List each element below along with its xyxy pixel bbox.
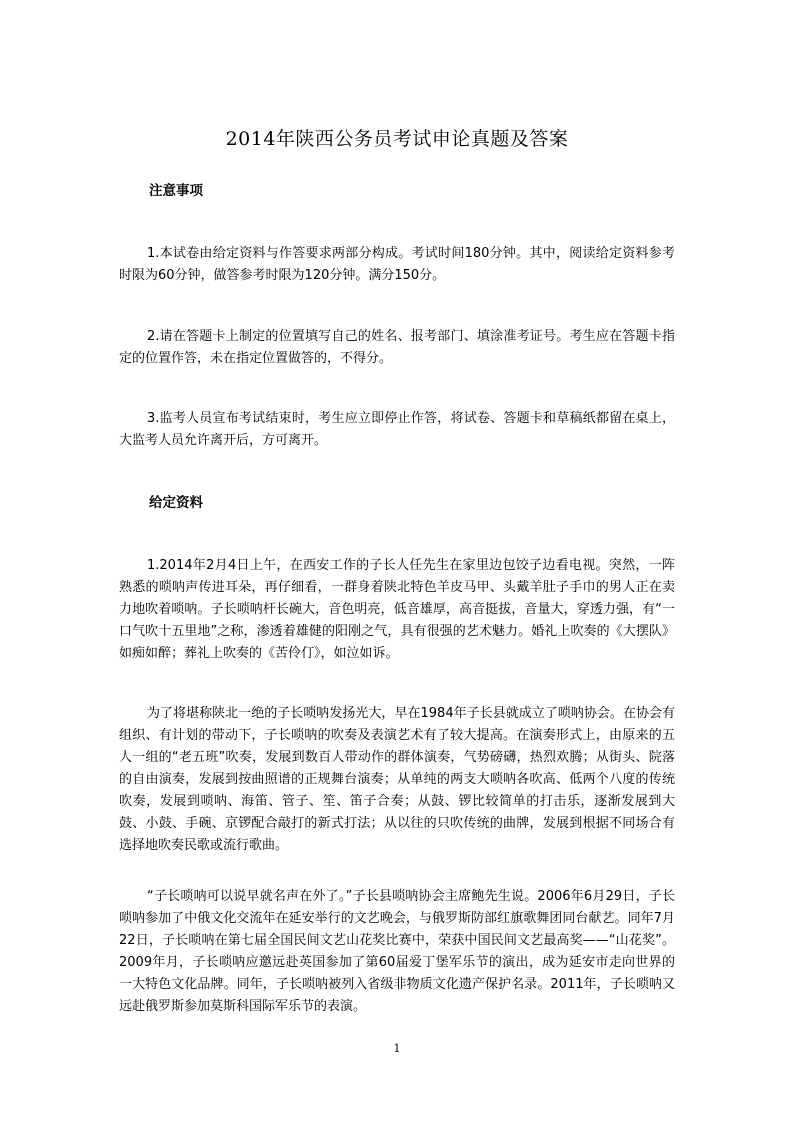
- material-paragraph-3: “子长唢呐可以说早就名声在外了。”子长县唢呐协会主席鲍先生说。2006年6月29日，子长唢呐参加了中俄文化交流年在延安举行的文艺晚会，与俄罗斯防部红旗歌舞团同台献艺。同年7月22日，子长唢呐在第七届全国民间文艺山花奖比赛中，荣获中国民间文艺最高奖——“山花奖”。2009年月，子长唢呐应邀远赴英国参加了第60届爱丁堡军乐节的演出，成为延安市走向世界的一大特色文化品牌。同年，子长唢呐被列入省级非物质文化遗产保护名录。2011年，子长唢呐又远赴俄罗斯参加莫斯科国际军乐节的表演。: [119, 889, 675, 1014]
- notice-item-3: 3.监考人员宣布考试结束时，考生应立即停止作答，将试卷、答题卡和草稿纸都留在桌上，大监考人员允许离开后，方可离开。: [119, 411, 675, 448]
- material-paragraph-2: 为了将堪称陕北一绝的子长唢呐发扬光大，早在1984年子长县就成立了唢呐协会。在协会有组织、有计划的带动下，子长唢呐的吹奏及表演艺术有了较大提高。在演奏形式上，由原来的五人一组的“老五班”吹奏，发展到数百人带动作的群体演奏，气势磅礴，热烈欢腾；从街头、院落的自由演奏，发展到按曲照谱的正规舞台演奏；从单纯的两支大唢呐各吹高、低两个八度的传统吹奏，发展到唢呐、海笛、管子、笙、笛子合奏；从鼓、锣比较简单的打击乐，逐渐发展到大鼓、小鼓、手碗、京锣配合敲打的新式打法；从以往的只吹传统的曲牌，发展到根据不同场合有选择地吹奏民歌或流行歌曲。: [119, 706, 675, 853]
- materials-heading: 给定资料: [149, 495, 203, 511]
- material-paragraph-1: 1.2014年2月4日上午，在西安工作的子长人任先生在家里边包饺子边看电视。突然，一阵熟悉的唢呐声传进耳朵，再仔细看，一群身着陕北特色羊皮马甲、头戴羊肚子手巾的男人正在卖力地吹着唢呐。子长唢呐杆长碗大，音色明亮，低音雄厚，高音挺拔，音量大，穿透力强，有“一口气吹十五里地”之称，渗透着雄健的阳刚之气，具有很强的艺术魅力。婚礼上吹奏的《大摆队》如痴如醉；葬礼上吹奏的《苦伶仃》，如泣如诉。: [119, 558, 675, 661]
- page-title: 2014年陕西公务员考试申论真题及答案: [225, 128, 569, 150]
- notice-heading: 注意事项: [149, 183, 203, 199]
- notice-item-1: 1.本试卷由给定资料与作答要求两部分构成。考试时间180分钟。其中，阅读给定资料参考时限为60分钟，做答参考时限为120分钟。满分150分。: [119, 246, 675, 283]
- page-number: 1: [393, 1042, 401, 1055]
- notice-item-2: 2.请在答题卡上制定的位置填写自己的姓名、报考部门、填涂准考证号。考生应在答题卡指定的位置作答，未在指定位置做答的，不得分。: [119, 329, 675, 366]
